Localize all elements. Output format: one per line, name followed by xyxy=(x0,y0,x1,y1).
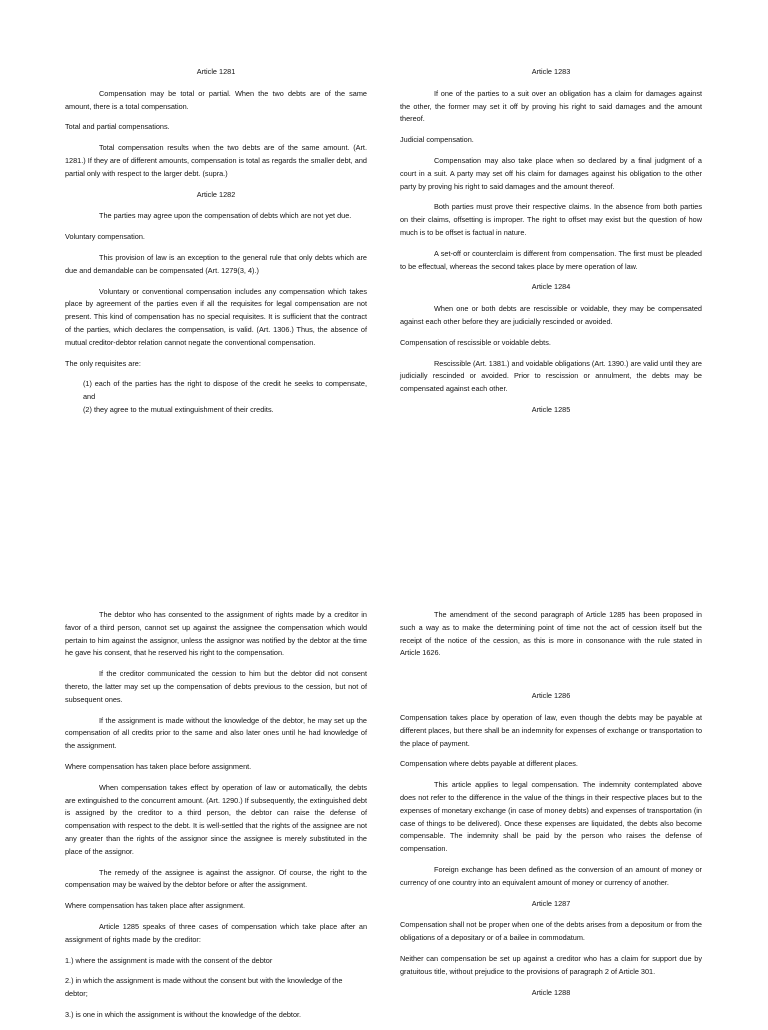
column-bottom-left xyxy=(65,609,367,1030)
subheading: Voluntary compensation. xyxy=(65,232,145,242)
paragraph: The remedy of the assignee is against the assignor. Of course, the right to the compensation may be waived by the debtor before or after the assignment. xyxy=(65,867,367,890)
column-top-right xyxy=(400,66,702,426)
subheading: Where compensation has taken place before assignment. xyxy=(65,761,252,771)
spacer xyxy=(400,668,702,690)
paragraph: Article 1285 speaks of three cases of compensation which take place after an assignment of rights made by the creditor: xyxy=(65,921,367,944)
subheading: The only requisites are: xyxy=(65,358,141,368)
subheading: Judicial compensation. xyxy=(400,135,474,145)
paragraph: Compensation may also take place when so declared by a final judgment of a court in a suit. A party may set off his claim for damages against his obligation to the other party by proving his right to said damages and the amount thereof. xyxy=(400,155,702,191)
paragraph: Compensation shall not be proper when one of the debts arises from a depositum or from the obligations of a depositary or of a bailee in commodatum. xyxy=(400,920,702,943)
subheading: Where compensation has taken place after assignment. xyxy=(65,901,246,911)
paragraph: When compensation takes effect by operation of law or automatically, the debts are extinguished to the concurrent amount. (Art. 1290.) If subsequently, the extinguished debt is assigned by the creditor to a third person, the debtor can raise the defense of compensation with respect to the debt. It is well-settled that the rights of the assignee are not any greater than the rights of the assignor since the assignee is merely substituted in the place of the assignor. xyxy=(65,782,367,856)
article-heading: Article 1287 xyxy=(531,898,571,908)
article-heading: Article 1282 xyxy=(196,189,236,199)
paragraph: Foreign exchange has been defined as the conversion of an amount of money or currency of one country into an equivalent amount of money or currency of another. xyxy=(400,864,702,887)
article-heading: Article 1285 xyxy=(531,404,571,414)
paragraph: A set-off or counterclaim is different from compensation. The first must be pleaded to be effectual, whereas the second takes place by mere operation of law. xyxy=(400,248,702,271)
paragraph: When one or both debts are rescissible or voidable, they may be compensated against each other before they are judicially rescinded or avoided. xyxy=(400,304,702,326)
paragraph: If the assignment is made without the knowledge of the debtor, he may set up the compensation of all credits prior to the same and also later ones until he had knowledge of the assignment. xyxy=(65,715,367,751)
paragraph: Both parties must prove their respective claims. In the absence from both parties on their claims, offsetting is improper. The right to offset may exist but the question of how much is to be offset is factual in nature. xyxy=(400,202,702,237)
paragraph: The parties may agree upon the compensation of debts which are not yet due. xyxy=(99,211,352,221)
list-item: (1) each of the parties has the right to dispose of the credit he seeks to compensate, and xyxy=(83,379,367,402)
subheading: Compensation of rescissible or voidable debts. xyxy=(400,337,551,347)
paragraph: The debtor who has consented to the assignment of rights made by a creditor in favor of a third person, cannot set up against the assignee the compensation which would pertain to him against the assignor, unless the assignor was notified by the debtor at the time he gave his consent, that he reserved his right to the compensation. xyxy=(65,610,367,658)
article-heading: Article 1283 xyxy=(531,67,571,76)
paragraph: This provision of law is an exception to the general rule that only debts which are due and demandable can be compensated (Art. 1279(3, 4).) xyxy=(65,252,367,275)
list-item: 1.) where the assignment is made with the consent of the debtor xyxy=(65,955,273,965)
column-top-left xyxy=(65,66,367,417)
list-item: 2.) in which the assignment is made without the consent but with the knowledge of the debtor; xyxy=(65,976,343,999)
paragraph: Compensation takes place by operation of law, even though the debts may be payable at different places, but there shall be an indemnity for expenses of exchange or transportation to the place of payment. xyxy=(400,712,702,748)
paragraph: Neither can compensation be set up against a creditor who has a claim for support due by gratuitous title, without prejudice to the provisions of paragraph 2 of Article 301. xyxy=(400,953,702,976)
list-item: (2) they agree to the mutual extinguishment of their credits. xyxy=(83,404,274,414)
paragraph: If the creditor communicated the cession to him but the debtor did not consent thereto, the latter may set up the compensation of debts previous to the cession, but not of subsequent ones. xyxy=(65,669,367,704)
subheading: Compensation where debts payable at different places. xyxy=(400,759,578,769)
subheading: Total and partial compensations. xyxy=(65,122,170,132)
article-heading: Article 1288 xyxy=(531,987,571,997)
column-bottom-right xyxy=(400,609,702,1008)
paragraph: Voluntary or conventional compensation includes any compensation which takes place by agreement of the parties even if all the requisites for legal compensation are not present. This kind of compensation has no special requisites. It is sufficient that the contract of the parties, which declares the compensation, is valid. (Art. 1306.) Thus, the absence of mutual creditor-debtor relation cannot negate the conventional compensation. xyxy=(65,286,367,347)
paragraph: Total compensation results when the two debts are of the same amount. (Art. 1281.) If they are of different amounts, compensation is total as regards the smaller debt, and partial only with respect to the larger debt. (supra.) xyxy=(65,143,367,178)
article-heading: Article 1286 xyxy=(531,691,571,701)
paragraph: This article applies to legal compensation. The indemnity contemplated above does not refer to the difference in the value of the things in their respective places but to the expenses of monetary exchange (in case of money debts) and expenses of transportation (in case of things to be delivered). Once these expenses are liquidated, the debts also become compensable. The indemnity shall be paid by the person who raises the defense of compensation. xyxy=(400,780,702,854)
article-heading: Article 1284 xyxy=(531,282,571,292)
article-heading: Article 1281 xyxy=(196,67,236,76)
paragraph: If one of the parties to a suit over an obligation has a claim for damages against the other, the former may set it off by proving his right to said damages and the amount thereof. xyxy=(400,88,702,124)
paragraph: The amendment of the second paragraph of Article 1285 has been proposed in such a way as to make the determining point of time not the act of cession itself but the receipt of the notice of the cession, as this is more in consonance with the rule stated in Article 1626. xyxy=(400,610,702,658)
paragraph: Compensation may be total or partial. When the two debts are of the same amount, there is a total compensation. xyxy=(65,88,367,111)
paragraph: Rescissible (Art. 1381.) and voidable obligations (Art. 1390.) are valid until they are judicially rescinded or avoided. Prior to rescission or annulment, the debts may be compensated against each other. xyxy=(400,358,702,394)
list-item: 3.) is one in which the assignment is without the knowledge of the debtor. xyxy=(65,1009,302,1019)
